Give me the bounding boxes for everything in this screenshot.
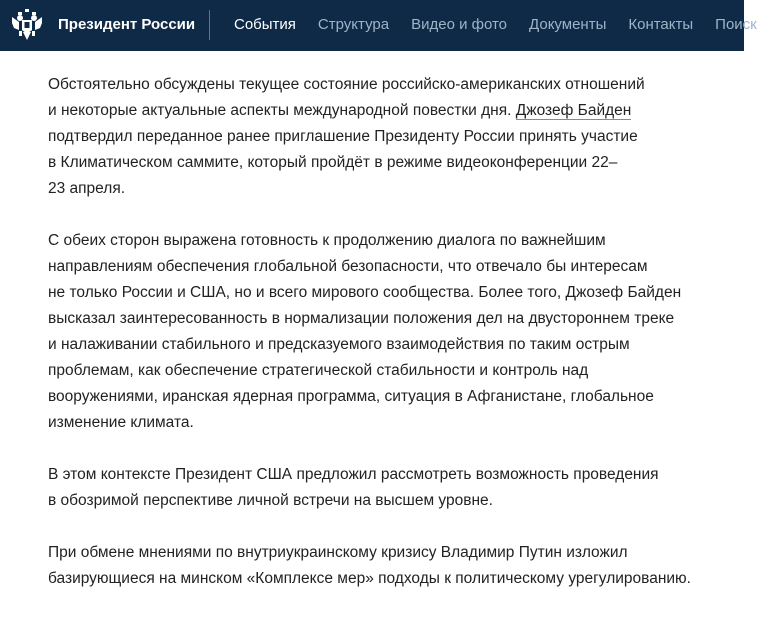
text-line: С обеих сторон выражена готовность к продолжению диалога по важнейшим	[48, 232, 606, 249]
text-line: изменение климата.	[48, 414, 194, 431]
text-line: базирующиеся на минском «Комплексе мер» подходы к политическому урегулированию.	[48, 570, 691, 587]
text-line	[48, 98, 738, 124]
article-paragraph-1	[48, 72, 738, 202]
article-paragraph-3	[48, 462, 738, 514]
article-paragraph-2	[48, 228, 738, 436]
biden-name-link[interactable]: Джозеф Байден	[515, 102, 632, 119]
nav-item-search[interactable]: Поиск	[715, 16, 757, 33]
nav-item-contacts[interactable]: Контакты	[628, 16, 694, 33]
text-line: Обстоятельно обсуждены текущее состояние российско-американских отношений	[48, 76, 645, 93]
text-line: высказал заинтересованность в нормализации положения дел на двустороннем треке	[48, 310, 675, 327]
text-line: При обмене мнениями по внутриукраинскому кризису Владимир Путин изложил	[48, 544, 628, 561]
text-line: не только России и США, но и всего мирового сообщества. Более того, Джозеф Байден	[48, 284, 682, 301]
nav-item-events[interactable]: События	[234, 16, 296, 33]
text-line: в обозримой перспективе личной встречи на высшем уровне.	[48, 492, 493, 509]
text-line: подтвердил переданное ранее приглашение Президенту России принять участие	[48, 128, 638, 145]
text-line: вооружениями, иранская ядерная программа, ситуация в Афганистане, глобальное	[48, 388, 654, 405]
header-divider	[209, 10, 210, 40]
nav-item-documents[interactable]: Документы	[529, 16, 607, 33]
site-title-link[interactable]: Президент России	[58, 16, 196, 33]
article-paragraph-4	[48, 540, 738, 592]
site-header	[0, 0, 757, 51]
text-line: В этом контексте Президент США предложил рассмотреть возможность проведения	[48, 466, 659, 483]
text-line: направлениям обеспечения глобальной безопасности, что отвечало бы интересам	[48, 258, 648, 275]
text-fragment: и некоторые актуальные аспекты международной повестки дня.	[48, 102, 516, 119]
nav-item-structure[interactable]: Структура	[317, 16, 390, 33]
text-line: проблемам, как обеспечение стратегической стабильности и контроль над	[48, 362, 589, 379]
text-line: в Климатическом саммите, который пройдёт в режиме видеоконференции 22–	[48, 154, 618, 171]
text-line: и налаживании стабильного и предсказуемого взаимодействия по таким острым	[48, 336, 630, 353]
text-line: 23 апреля.	[48, 180, 126, 197]
article-body	[48, 72, 738, 618]
main-nav	[234, 16, 779, 33]
double-headed-eagle-icon[interactable]	[10, 8, 44, 42]
nav-item-video-photo[interactable]: Видео и фото	[411, 16, 508, 33]
